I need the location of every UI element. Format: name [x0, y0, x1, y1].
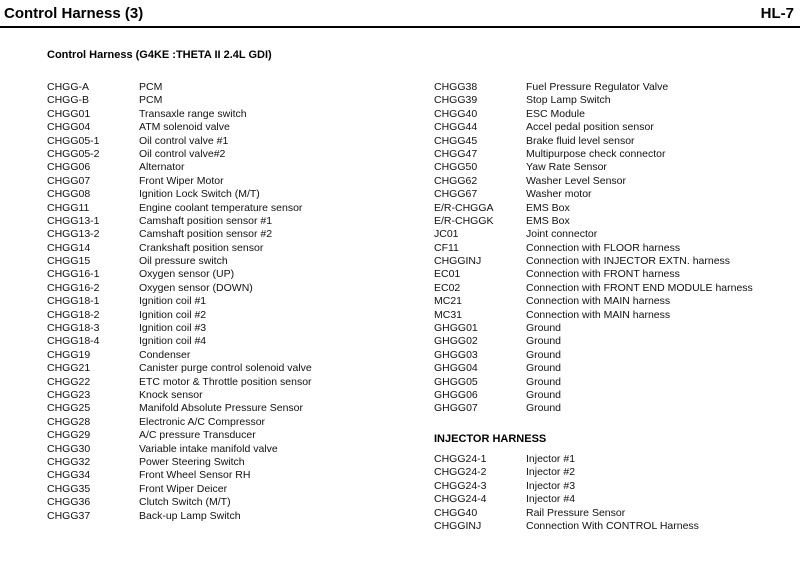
connector-description: Multipurpose check connector	[526, 147, 666, 160]
injector-harness-list	[434, 453, 699, 533]
connector-row	[434, 135, 753, 148]
connector-description: Brake fluid level sensor	[526, 134, 635, 147]
connector-code: CHGG44	[434, 121, 478, 134]
connector-row	[47, 255, 312, 268]
connector-code: CHGG18-2	[47, 308, 100, 321]
connector-description: Front Wiper Deicer	[139, 482, 228, 495]
connector-description: Ground	[526, 388, 562, 401]
connector-description: Crankshaft position sensor	[139, 241, 264, 254]
connector-code: GHGG06	[434, 388, 478, 401]
connector-row	[434, 520, 699, 533]
connector-row	[434, 295, 753, 308]
connector-code: CHGG40	[434, 506, 478, 519]
connector-row	[434, 108, 753, 121]
connector-row	[434, 309, 753, 322]
connector-row	[47, 309, 312, 322]
connector-description: Ignition coil #2	[139, 308, 207, 321]
connector-description: Variable intake manifold valve	[139, 442, 278, 455]
connector-code: EC02	[434, 281, 461, 294]
connector-row	[47, 416, 312, 429]
connector-code: CHGG38	[434, 81, 478, 93]
connector-description: Injector #1	[526, 453, 576, 465]
section-subtitle: Control Harness (G4KE :THETA II 2.4L GDI)	[47, 49, 272, 61]
connector-code: CF11	[434, 241, 459, 254]
connector-code: CHGG06	[47, 161, 91, 174]
connector-code: CHGG19	[47, 348, 91, 361]
connector-row	[47, 295, 312, 308]
connector-description: Camshaft position sensor #1	[139, 214, 273, 227]
connector-code: CHGG34	[47, 469, 91, 482]
connector-description: Connection with INJECTOR EXTN. harness	[526, 255, 731, 268]
connector-description: Manifold Absolute Pressure Sensor	[139, 402, 304, 415]
connector-code: GHGG03	[434, 348, 478, 361]
connector-code: CHGG08	[47, 188, 91, 201]
connector-description: Engine coolant temperature sensor	[139, 201, 303, 214]
connector-description: Fuel Pressure Regulator Valve	[526, 81, 669, 93]
connector-code: CHGG16-1	[47, 268, 100, 281]
connector-code: E/R-CHGGA	[434, 201, 494, 214]
connector-description: PCM	[139, 81, 163, 93]
connector-description: Condenser	[139, 348, 191, 361]
connector-code: CHGG25	[47, 402, 91, 415]
connector-description: Joint connector	[526, 228, 598, 241]
connector-row	[434, 349, 753, 362]
connector-code: CHGG29	[47, 429, 91, 442]
connector-code: CHGG16-2	[47, 281, 100, 294]
connector-description: Injector #2	[526, 466, 576, 479]
connector-row	[47, 175, 312, 188]
connector-description: Connection with FRONT END MODULE harness	[526, 281, 753, 294]
connector-row	[434, 215, 753, 228]
connector-code: CHGG15	[47, 255, 91, 268]
connector-code: CHGG24-2	[434, 466, 487, 479]
connector-description: Transaxle range switch	[139, 107, 247, 120]
connector-row	[47, 496, 312, 509]
connector-row	[47, 215, 312, 228]
connector-row	[47, 483, 312, 496]
connector-row	[434, 480, 699, 493]
connector-description: Front Wheel Sensor RH	[139, 469, 251, 482]
connector-row	[434, 268, 753, 281]
connector-row	[47, 268, 312, 281]
connector-code: MC31	[434, 308, 463, 321]
connector-description: Electronic A/C Compressor	[139, 415, 266, 428]
connector-description: Accel pedal position sensor	[526, 121, 654, 134]
connector-row	[434, 81, 753, 94]
connector-description: EMS Box	[526, 214, 570, 227]
connector-description: Ground	[526, 348, 562, 361]
connector-code: JC01	[434, 228, 459, 241]
connector-code: CHGG-A	[47, 81, 89, 93]
connector-description: EMS Box	[526, 201, 570, 214]
connector-description: Oxygen sensor (UP)	[139, 268, 235, 281]
connector-description: Rail Pressure Sensor	[526, 506, 626, 519]
connector-code: MC21	[434, 295, 463, 308]
connector-code: CHGG23	[47, 388, 91, 401]
connector-description: Oil pressure switch	[139, 255, 228, 268]
connector-row	[434, 228, 753, 241]
connector-row	[47, 335, 312, 348]
connector-description: Oil control valve#2	[139, 147, 226, 160]
connector-code: CHGG14	[47, 241, 91, 254]
connector-row	[47, 161, 312, 174]
connector-code: EC01	[434, 268, 461, 281]
connector-code: CHGG45	[434, 134, 478, 147]
connector-code: CHGG13-1	[47, 214, 100, 227]
connector-description: Connection with FLOOR harness	[526, 241, 681, 254]
connector-code: CHGG07	[47, 174, 91, 187]
connector-code: CHGG35	[47, 482, 91, 495]
connector-code: CHGG62	[434, 174, 478, 187]
connector-code: CHGG21	[47, 362, 91, 375]
connector-description: Ignition Lock Switch (M/T)	[139, 188, 260, 201]
connector-code: CHGG40	[434, 107, 478, 120]
connector-code: CHGG24-1	[434, 453, 487, 465]
connector-row	[434, 507, 699, 520]
connector-row	[434, 466, 699, 479]
connector-row	[47, 429, 312, 442]
connector-description: Ground	[526, 362, 562, 375]
connector-description: Ignition coil #4	[139, 335, 207, 348]
connector-description: Ground	[526, 402, 562, 415]
connector-row	[434, 148, 753, 161]
connector-description: Connection with MAIN harness	[526, 295, 671, 308]
connector-row	[434, 202, 753, 215]
connector-description: Knock sensor	[139, 388, 203, 401]
connector-description: Clutch Switch (M/T)	[139, 496, 231, 509]
connector-row	[47, 135, 312, 148]
connector-description: Connection With CONTROL Harness	[526, 519, 699, 532]
connector-code: CHGG18-1	[47, 295, 100, 308]
connector-description: Yaw Rate Sensor	[526, 161, 607, 174]
connector-row	[47, 456, 312, 469]
connector-row	[47, 443, 312, 456]
connector-row	[434, 389, 753, 402]
connector-code: CHGG32	[47, 455, 91, 468]
connector-code: CHGG22	[47, 375, 91, 388]
connector-row	[47, 228, 312, 241]
connector-row	[434, 175, 753, 188]
connector-description: Connection with FRONT harness	[526, 268, 680, 281]
connector-code: CHGG30	[47, 442, 91, 455]
connector-list-right	[434, 81, 753, 416]
connector-description: Oil control valve #1	[139, 134, 229, 147]
connector-code: CHGG01	[47, 107, 91, 120]
connector-code: E/R-CHGGK	[434, 214, 494, 227]
connector-row	[47, 242, 312, 255]
connector-description: Alternator	[139, 161, 185, 174]
page-number: HL-7	[760, 5, 794, 22]
connector-code: CHGG13-2	[47, 228, 100, 241]
connector-row	[434, 335, 753, 348]
connector-row	[47, 202, 312, 215]
connector-description: Injector #4	[526, 493, 576, 506]
connector-code: CHGG11	[47, 201, 90, 214]
connector-description: ESC Module	[526, 107, 585, 120]
connector-row	[434, 242, 753, 255]
connector-description: Back-up Lamp Switch	[139, 509, 241, 522]
connector-row	[47, 282, 312, 295]
connector-code: CHGG05-2	[47, 147, 100, 160]
page-title: Control Harness (3)	[4, 5, 144, 22]
connector-row	[47, 322, 312, 335]
connector-code: GHGG01	[434, 322, 478, 335]
connector-code: CHGG18-4	[47, 335, 100, 348]
connector-description: ATM solenoid valve	[139, 121, 230, 134]
connector-description: Canister purge control solenoid valve	[139, 362, 312, 375]
connector-code: CHGG67	[434, 188, 478, 201]
connector-description: Ignition coil #1	[139, 295, 207, 308]
connector-row	[434, 121, 753, 134]
connector-description: Ignition coil #3	[139, 322, 207, 335]
connector-code: GHGG07	[434, 402, 478, 415]
connector-row	[434, 362, 753, 375]
connector-code: CHGG37	[47, 509, 91, 522]
connector-description: Washer motor	[526, 188, 592, 201]
connector-description: Front Wiper Motor	[139, 174, 224, 187]
connector-row	[47, 188, 312, 201]
connector-code: CHGG05-1	[47, 134, 100, 147]
connector-row	[47, 148, 312, 161]
connector-code: GHGG02	[434, 335, 478, 348]
connector-description: Ground	[526, 375, 562, 388]
connector-row	[47, 376, 312, 389]
connector-description: Injector #3	[526, 479, 576, 492]
connector-row	[434, 376, 753, 389]
connector-row	[47, 402, 312, 415]
connector-description: Power Steering Switch	[139, 455, 245, 468]
connector-code: GHGG04	[434, 362, 478, 375]
connector-description: Camshaft position sensor #2	[139, 228, 273, 241]
connector-row	[47, 349, 312, 362]
connector-code: CHGGINJ	[434, 255, 482, 268]
connector-row	[47, 94, 312, 107]
connector-row	[47, 389, 312, 402]
connector-code: CHGGINJ	[434, 519, 482, 532]
connector-row	[434, 402, 753, 415]
connector-code: CHGG47	[434, 147, 478, 160]
connector-row	[434, 282, 753, 295]
connector-code: GHGG05	[434, 375, 478, 388]
page-header	[0, 0, 800, 28]
connector-row	[47, 121, 312, 134]
connector-description: ETC motor & Throttle position sensor	[139, 375, 312, 388]
connector-description: Stop Lamp Switch	[526, 94, 611, 107]
connector-description: Oxygen sensor (DOWN)	[139, 281, 253, 294]
connector-code: CHGG28	[47, 415, 91, 428]
connector-code: CHGG24-3	[434, 479, 487, 492]
connector-row	[434, 453, 699, 466]
connector-row	[47, 108, 312, 121]
connector-description: Connection with MAIN harness	[526, 308, 671, 321]
connector-code: CHGG24-4	[434, 493, 487, 506]
connector-code: CHGG18-3	[47, 322, 100, 335]
connector-row	[434, 94, 753, 107]
connector-description: Washer Level Sensor	[526, 174, 626, 187]
connector-row	[434, 493, 699, 506]
connector-row	[434, 322, 753, 335]
connector-code: CHGG50	[434, 161, 478, 174]
connector-code: CHGG36	[47, 496, 91, 509]
connector-row	[47, 469, 312, 482]
injector-harness-title: INJECTOR HARNESS	[434, 433, 547, 445]
connector-code: CHGG39	[434, 94, 478, 107]
connector-row	[434, 188, 753, 201]
connector-row	[47, 510, 312, 523]
connector-row	[47, 81, 312, 94]
connector-list-left	[47, 81, 312, 523]
connector-row	[47, 362, 312, 375]
connector-description: A/C pressure Transducer	[139, 429, 256, 442]
connector-description: Ground	[526, 322, 562, 335]
connector-code: CHGG04	[47, 121, 91, 134]
connector-row	[434, 161, 753, 174]
connector-description: PCM	[139, 94, 163, 107]
connector-description: Ground	[526, 335, 562, 348]
connector-row	[434, 255, 753, 268]
connector-code: CHGG-B	[47, 94, 89, 107]
